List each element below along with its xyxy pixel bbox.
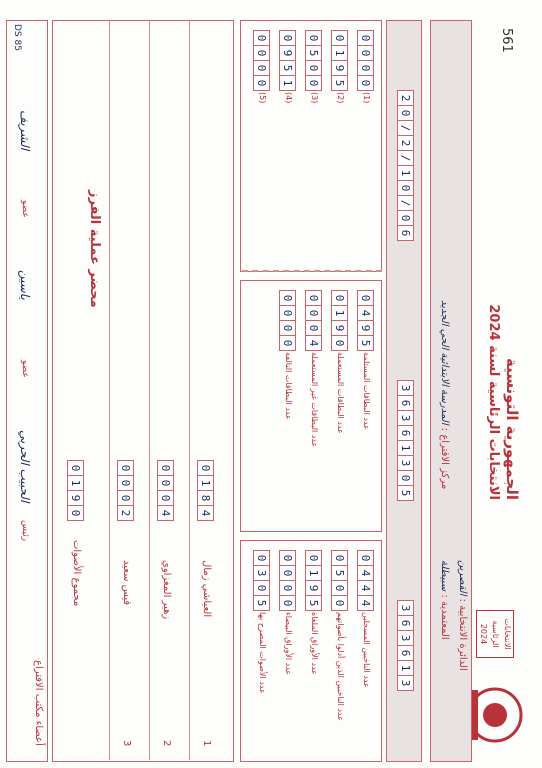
digit-box: 5	[331, 75, 348, 91]
governorate-value: القصرين	[457, 560, 468, 596]
digit-box: 1	[67, 475, 84, 491]
result-label: (4)	[284, 92, 293, 104]
digit-box: 5	[305, 595, 322, 611]
digit-box: 0	[397, 180, 414, 196]
digit-box: 4	[357, 595, 374, 611]
result-boxes	[331, 290, 348, 350]
digit-box: 5	[331, 565, 348, 581]
digit-box: 0	[331, 290, 348, 306]
digit-box: 0	[67, 505, 84, 521]
digit-box: 0	[279, 335, 296, 351]
digit-box: 9	[357, 320, 374, 336]
candidate-number: 3	[121, 740, 132, 747]
result-label: (5)	[258, 92, 267, 104]
circonscription-code	[397, 600, 414, 690]
corner-note: DS 85	[12, 24, 22, 51]
digit-box: 0	[197, 460, 214, 476]
candidate-votes	[117, 460, 134, 520]
digit-box: 0	[305, 320, 322, 336]
candidate-name: العياشي زمال	[201, 560, 212, 618]
isie-logo-icon	[464, 680, 526, 750]
signatory-role: عضو	[20, 200, 30, 218]
result-boxes	[305, 550, 322, 610]
digit-box: 9	[305, 580, 322, 596]
digit-box: 3	[397, 380, 414, 396]
result-label: عدد الأوراق الملغاة	[310, 612, 319, 675]
digit-box: 6	[397, 225, 414, 241]
digit-box: 5	[253, 595, 270, 611]
signatory-role: رئيس	[20, 520, 30, 542]
result-boxes	[305, 290, 322, 350]
governorate-label: الدائرة الانتخابية	[457, 605, 468, 671]
election-badge	[476, 610, 514, 658]
digit-box: 0	[331, 550, 348, 566]
digit-box: 6	[397, 615, 414, 631]
digit-box: 0	[279, 595, 296, 611]
result-label: عدد البطاقات التالفة	[284, 352, 293, 420]
digit-box: 1	[197, 475, 214, 491]
digit-box: 0	[305, 550, 322, 566]
sorting-report-stamp: محضر عملية الفرز	[87, 190, 102, 308]
digit-box: 6	[397, 425, 414, 441]
candidate-name: زهير المغزاوي	[161, 560, 172, 620]
candidate-votes	[157, 460, 174, 520]
digit-box: 0	[357, 75, 374, 91]
digit-box: 0	[357, 550, 374, 566]
digit-box: 0	[279, 580, 296, 596]
total-votes-boxes	[67, 460, 84, 520]
digit-box: 3	[397, 410, 414, 426]
digit-box: 3	[397, 455, 414, 471]
digit-box: 9	[279, 45, 296, 61]
result-boxes	[305, 30, 322, 90]
center-field: مركز الاقتراع : المدرسة الابتدائية الحي الجديد	[439, 300, 450, 490]
digit-box: 0	[279, 30, 296, 46]
election-badge-text: الانتخابات الرئاسية 2024	[479, 618, 512, 650]
delegation-label: المعتمدية	[439, 601, 450, 640]
result-boxes	[357, 550, 374, 610]
digit-box: 0	[357, 60, 374, 76]
cut-line	[242, 270, 382, 272]
result-label: (2)	[336, 92, 345, 104]
result-boxes	[357, 30, 374, 90]
digit-box: 1	[397, 440, 414, 456]
digit-box: 5	[305, 45, 322, 61]
digit-box: 0	[331, 580, 348, 596]
digit-box: 0	[253, 60, 270, 76]
digit-box: /	[397, 195, 414, 211]
form-title: الجمهورية التونسية	[503, 358, 521, 500]
digit-box: 0	[253, 45, 270, 61]
result-boxes	[253, 550, 270, 610]
candidate-name: قيس سعيد	[121, 560, 132, 606]
digit-box: 3	[397, 630, 414, 646]
digit-box: 0	[331, 595, 348, 611]
digit-box: 4	[157, 505, 174, 521]
digit-box: 0	[117, 460, 134, 476]
result-boxes	[331, 30, 348, 90]
digit-box: 0	[279, 290, 296, 306]
digit-box: 1	[279, 75, 296, 91]
digit-box: 4	[357, 580, 374, 596]
digit-box: 0	[157, 475, 174, 491]
digit-box: 0	[331, 335, 348, 351]
digit-box: 2	[117, 505, 134, 521]
digit-box: 1	[305, 565, 322, 581]
digit-box: 3	[397, 600, 414, 616]
digit-box: /	[397, 120, 414, 136]
digit-box: 0	[117, 475, 134, 491]
digit-box: 0	[305, 305, 322, 321]
candidate-votes	[197, 460, 214, 520]
digit-box: 0	[357, 45, 374, 61]
row-divider	[109, 20, 110, 760]
digit-box: 0	[279, 305, 296, 321]
center-value: المدرسة الابتدائية الحي الجديد	[439, 300, 450, 425]
result-boxes	[357, 290, 374, 350]
result-boxes	[279, 290, 296, 350]
digit-box: 2	[397, 135, 414, 151]
digit-box: 3	[397, 675, 414, 691]
signatory-name: الحبيب الحربي	[18, 430, 32, 503]
row-divider	[189, 20, 190, 760]
digit-box: 0	[357, 30, 374, 46]
digit-box: 0	[279, 320, 296, 336]
signatory-name: ياسين	[18, 270, 32, 300]
digit-box: 0	[67, 460, 84, 476]
governorate-field: الدائرة الانتخابية : القصرين	[457, 560, 468, 671]
digit-box: 5	[279, 60, 296, 76]
result-boxes	[331, 550, 348, 610]
digit-box: 6	[397, 395, 414, 411]
result-label: عدد الناخبين المسجلين	[362, 612, 371, 688]
digit-box: 0	[397, 470, 414, 486]
digit-box: 5	[357, 335, 374, 351]
digit-box: 1	[331, 305, 348, 321]
digit-box: 4	[357, 565, 374, 581]
digit-box: 8	[197, 490, 214, 506]
signatory-role: عضو	[20, 360, 30, 378]
signatures-header: أعضاء مكتب الاقتراع	[33, 660, 44, 746]
result-label: عدد الناخبين الذين أدلوا بأصواتهم	[336, 612, 345, 721]
digit-box: 2	[397, 90, 414, 106]
result-label: عدد الأصوات المصرح بها	[258, 612, 267, 694]
digit-box: 0	[253, 550, 270, 566]
digit-box: 1	[397, 660, 414, 676]
digit-box: 1	[331, 45, 348, 61]
digit-box: 0	[279, 565, 296, 581]
digit-box: 1	[397, 165, 414, 181]
delegation-value: سبيطلة	[439, 560, 450, 592]
digit-box: 0	[397, 105, 414, 121]
result-label: (1)	[362, 92, 371, 104]
digit-box: 0	[157, 460, 174, 476]
digit-box: 9	[67, 490, 84, 506]
form-number: 561	[499, 28, 514, 53]
candidates-table	[52, 20, 234, 762]
result-boxes	[253, 30, 270, 90]
form-subtitle: الانتخابات الرئاسية لسنة 2024	[486, 304, 501, 500]
digit-box: 3	[253, 565, 270, 581]
digit-box: 0	[253, 75, 270, 91]
digit-box: 0	[305, 30, 322, 46]
result-label: (3)	[310, 92, 319, 104]
candidate-number: 1	[201, 740, 212, 747]
signatory-name: الشريف	[18, 110, 32, 151]
result-label: عدد البطاقات غير المستعملة	[310, 352, 319, 448]
digit-box: 0	[253, 30, 270, 46]
digit-box: 4	[357, 305, 374, 321]
digit-box: 4	[305, 335, 322, 351]
digit-box: 0	[305, 290, 322, 306]
center-label: مركز الاقتراع	[439, 434, 450, 490]
result-boxes	[279, 30, 296, 90]
digit-box: 9	[331, 60, 348, 76]
digit-box: 0	[357, 290, 374, 306]
result-boxes	[279, 550, 296, 610]
digit-box: 0	[331, 30, 348, 46]
digit-box: 0	[157, 490, 174, 506]
digit-box: 4	[197, 505, 214, 521]
digit-box: 0	[117, 490, 134, 506]
digit-box: 0	[279, 550, 296, 566]
report-date	[397, 90, 414, 240]
candidate-number: 2	[161, 740, 172, 747]
result-label: عدد البطاقات المستلمة	[362, 352, 371, 430]
digit-box: 0	[397, 210, 414, 226]
digit-box: 0	[305, 60, 322, 76]
digit-box: 5	[397, 485, 414, 501]
digit-box: /	[397, 150, 414, 166]
digit-box: 0	[253, 580, 270, 596]
result-label: عدد الأوراق البيضاء	[284, 612, 293, 676]
result-label: عدد البطاقات المستعملة	[336, 352, 345, 434]
digit-box: 9	[331, 320, 348, 336]
delegation-field: المعتمدية : سبيطلة	[439, 560, 450, 640]
office-code	[397, 380, 414, 500]
row-divider	[149, 20, 150, 760]
digit-box: 6	[397, 645, 414, 661]
total-votes-label: مجموع الأصوات	[71, 540, 82, 607]
digit-box: 0	[305, 75, 322, 91]
